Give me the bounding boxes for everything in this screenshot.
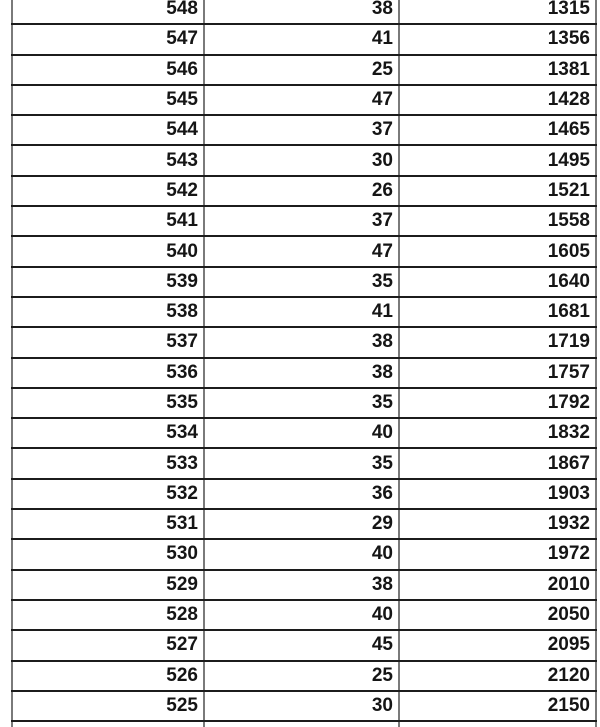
cell[interactable]: 535 (12, 388, 204, 418)
table-row (12, 176, 596, 206)
table-row-clipped (12, 721, 596, 727)
cell[interactable]: 1972 (399, 539, 596, 569)
cell[interactable]: 40 (204, 600, 399, 630)
cell[interactable]: 37 (204, 115, 399, 145)
table-row (12, 297, 596, 327)
cell[interactable]: 1903 (399, 479, 596, 509)
table-row (12, 388, 596, 418)
cell[interactable]: 41 (204, 297, 399, 327)
cell[interactable]: 528 (12, 600, 204, 630)
table-row (12, 539, 596, 569)
cell[interactable]: 526 (12, 661, 204, 691)
cell[interactable]: 2050 (399, 600, 596, 630)
cell[interactable]: 38 (204, 358, 399, 388)
cell[interactable]: 30 (204, 691, 399, 721)
cell[interactable]: 38 (204, 0, 399, 24)
table-row (12, 418, 596, 448)
cell[interactable]: 47 (204, 236, 399, 266)
cell[interactable]: 1495 (399, 145, 596, 175)
cell[interactable]: 1428 (399, 85, 596, 115)
cell[interactable]: 1605 (399, 236, 596, 266)
cell[interactable]: 1932 (399, 509, 596, 539)
cell[interactable]: 548 (12, 0, 204, 24)
cell[interactable]: 536 (12, 358, 204, 388)
cell[interactable]: 532 (12, 479, 204, 509)
cell[interactable]: 1757 (399, 358, 596, 388)
table-row (12, 145, 596, 175)
table-row (12, 327, 596, 357)
cell[interactable]: 538 (12, 297, 204, 327)
cell[interactable]: 38 (204, 327, 399, 357)
cell[interactable]: 37 (204, 206, 399, 236)
cell[interactable]: 1558 (399, 206, 596, 236)
cell[interactable]: 534 (12, 418, 204, 448)
cell[interactable]: 525 (12, 691, 204, 721)
cell[interactable]: 537 (12, 327, 204, 357)
cell[interactable]: 529 (12, 570, 204, 600)
cell[interactable]: 2095 (399, 630, 596, 660)
cell[interactable]: 543 (12, 145, 204, 175)
cell[interactable]: 45 (204, 630, 399, 660)
table-row (12, 448, 596, 478)
table-row (12, 509, 596, 539)
cell[interactable]: 2150 (399, 691, 596, 721)
table-row (12, 630, 596, 660)
table-row (12, 570, 596, 600)
cell[interactable]: 1640 (399, 267, 596, 297)
table-row (12, 358, 596, 388)
cell[interactable]: 1356 (399, 24, 596, 54)
cell[interactable]: 1792 (399, 388, 596, 418)
cell[interactable]: 1832 (399, 418, 596, 448)
cell[interactable]: 25 (204, 661, 399, 691)
cell[interactable]: 1381 (399, 55, 596, 85)
cell[interactable]: 527 (12, 630, 204, 660)
cell[interactable]: 1521 (399, 176, 596, 206)
table-row (12, 236, 596, 266)
cell[interactable]: 35 (204, 388, 399, 418)
cell[interactable]: 35 (204, 448, 399, 478)
cell[interactable]: 29 (204, 509, 399, 539)
cell[interactable]: 1867 (399, 448, 596, 478)
cell[interactable]: 533 (12, 448, 204, 478)
cell[interactable]: 38 (204, 570, 399, 600)
data-grid (11, 0, 597, 727)
cell[interactable]: 36 (204, 479, 399, 509)
cell[interactable] (204, 721, 399, 727)
cell[interactable]: 544 (12, 115, 204, 145)
cell[interactable]: 30 (204, 145, 399, 175)
cell[interactable]: 539 (12, 267, 204, 297)
table-row (12, 600, 596, 630)
table-row (12, 55, 596, 85)
cell[interactable]: 40 (204, 539, 399, 569)
table-row (12, 115, 596, 145)
cell[interactable]: 546 (12, 55, 204, 85)
cell[interactable]: 1465 (399, 115, 596, 145)
cell[interactable]: 35 (204, 267, 399, 297)
table-row (12, 0, 596, 24)
cell[interactable]: 1681 (399, 297, 596, 327)
cell[interactable]: 47 (204, 85, 399, 115)
data-grid-body (12, 0, 596, 727)
cell[interactable]: 1719 (399, 327, 596, 357)
cell[interactable]: 542 (12, 176, 204, 206)
table-row (12, 691, 596, 721)
cell[interactable]: 40 (204, 418, 399, 448)
cell[interactable]: 2010 (399, 570, 596, 600)
cell[interactable]: 531 (12, 509, 204, 539)
table-row (12, 206, 596, 236)
table-row (12, 479, 596, 509)
cell[interactable]: 545 (12, 85, 204, 115)
cell[interactable]: 26 (204, 176, 399, 206)
cell[interactable]: 540 (12, 236, 204, 266)
cell[interactable]: 1315 (399, 0, 596, 24)
cell[interactable]: 25 (204, 55, 399, 85)
table-row (12, 24, 596, 54)
cell[interactable] (12, 721, 204, 727)
table-row (12, 85, 596, 115)
cell[interactable]: 41 (204, 24, 399, 54)
cell[interactable]: 2120 (399, 661, 596, 691)
cell[interactable] (399, 721, 596, 727)
cell[interactable]: 541 (12, 206, 204, 236)
table-row (12, 661, 596, 691)
table-row (12, 267, 596, 297)
cell[interactable]: 530 (12, 539, 204, 569)
cell[interactable]: 547 (12, 24, 204, 54)
